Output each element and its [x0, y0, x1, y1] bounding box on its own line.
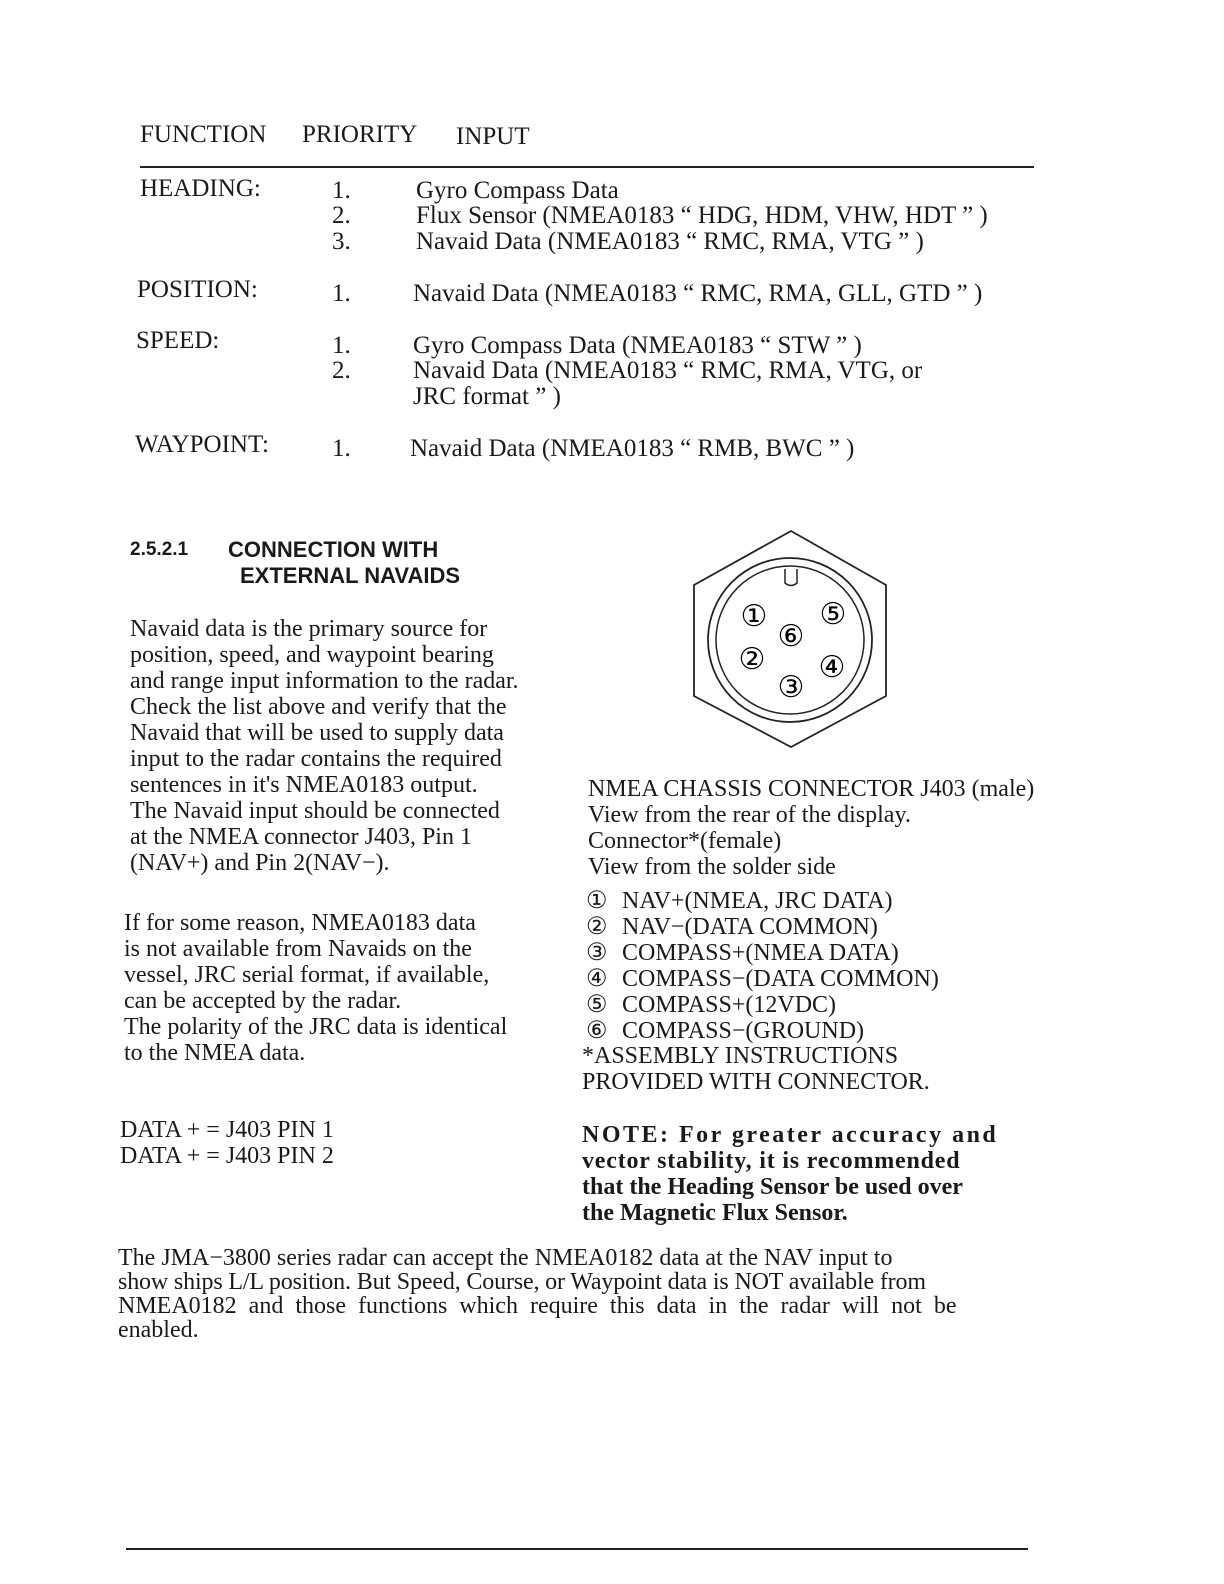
footer-rule — [126, 1548, 1028, 1550]
text-line: show ships L/L position. But Speed, Course, or Waypoint data is NOT available from — [118, 1269, 926, 1295]
connector-diagram — [690, 528, 890, 750]
pin-list-item — [586, 914, 939, 940]
text-line: sentences in it's NMEA0183 output. — [130, 772, 478, 798]
input-text: Navaid Data (NMEA0183 “ RMC, RMA, GLL, GTD ” ) — [413, 280, 983, 307]
pin-list — [586, 888, 939, 1044]
text-line: vessel, JRC serial format, if available, — [124, 962, 490, 988]
note-line: NOTE: For greater accuracy and — [582, 1122, 999, 1148]
text-line: to the NMEA data. — [124, 1040, 306, 1066]
text-line: Navaid data is the primary source for — [130, 616, 488, 642]
text-line: Navaid that will be used to supply data — [130, 720, 504, 746]
pin-label: NAV+(NMEA, JRC DATA) — [622, 888, 893, 914]
pin-label: COMPASS−(DATA COMMON) — [622, 966, 939, 992]
pin-number-icon: ④ — [586, 966, 608, 992]
pin-label: COMPASS+(NMEA DATA) — [622, 940, 899, 966]
text-line: If for some reason, NMEA0183 data — [124, 910, 476, 936]
pin-number-icon: ① — [586, 888, 608, 914]
assembly-line: PROVIDED WITH CONNECTOR. — [582, 1069, 930, 1095]
note-line: the Magnetic Flux Sensor. — [582, 1200, 848, 1226]
assembly-note — [582, 1043, 930, 1095]
text-line: input to the radar contains the required — [130, 746, 502, 772]
priority-number: 3. — [332, 228, 351, 255]
input-text: Gyro Compass Data (NMEA0183 “ STW ” ) — [413, 332, 862, 359]
section-number: 2.5.2.1 — [130, 539, 189, 560]
priority-number: 1. — [332, 435, 351, 462]
navaid-paragraph — [130, 616, 519, 876]
assembly-line: *ASSEMBLY INSTRUCTIONS — [582, 1043, 899, 1069]
data-pin-lines — [120, 1117, 334, 1169]
text-line: is not available from Navaids on the — [124, 936, 472, 962]
priority-number: 1. — [332, 177, 351, 204]
pin-number-icon: ⑤ — [586, 992, 608, 1018]
section-title-line1: CONNECTION WITH — [228, 537, 439, 562]
input-text: Navaid Data (NMEA0183 “ RMC, RMA, VTG, or — [413, 357, 923, 384]
pin-3-label: ③ — [777, 670, 805, 705]
caption-line: View from the rear of the display. — [588, 802, 911, 828]
pin-list-item — [586, 940, 939, 966]
text-line: can be accepted by the radar. — [124, 988, 402, 1014]
pin-list-item — [586, 888, 939, 914]
note-line: vector stability, it is recommended — [582, 1148, 961, 1174]
input-text-continued: JRC format ” ) — [413, 383, 561, 410]
connector-caption — [588, 776, 1034, 880]
text-line: (NAV+) and Pin 2(NAV−). — [130, 850, 390, 876]
input-text: Gyro Compass Data — [416, 177, 619, 204]
text-line: position, speed, and waypoint bearing — [130, 642, 494, 668]
priority-number: 2. — [332, 202, 351, 229]
input-text: Flux Sensor (NMEA0183 “ HDG, HDM, VHW, HDT ” ) — [416, 202, 988, 229]
pin-list-item — [586, 966, 939, 992]
caption-line: NMEA CHASSIS CONNECTOR J403 (male) — [588, 776, 1035, 802]
function-speed: SPEED: — [136, 327, 220, 354]
input-text: Navaid Data (NMEA0183 “ RMC, RMA, VTG ” ) — [416, 228, 924, 255]
pin-list-item — [586, 1018, 939, 1044]
pin-list-item — [586, 992, 939, 1018]
accuracy-note — [582, 1122, 998, 1226]
col-header-input: INPUT — [456, 123, 530, 150]
pin-6-label: ⑥ — [777, 619, 805, 654]
text-line: at the NMEA connector J403, Pin 1 — [130, 824, 472, 850]
connector-key-notch — [785, 569, 797, 586]
priority-number: 2. — [332, 357, 351, 384]
pin-4-label: ④ — [818, 650, 846, 685]
header-rule — [140, 166, 1034, 168]
text-line: Check the list above and verify that the — [130, 694, 507, 720]
data-line: DATA + = J403 PIN 2 — [120, 1143, 334, 1169]
text-line: The JMA−3800 series radar can accept the NMEA0182 data at the NAV input to — [118, 1245, 893, 1271]
input-text: Navaid Data (NMEA0183 “ RMB, BWC ” ) — [410, 435, 855, 462]
pin-label: NAV−(DATA COMMON) — [622, 914, 878, 940]
text-line: NMEA0182 and those functions which require this data in the radar will not be — [118, 1293, 957, 1319]
priority-number: 1. — [332, 332, 351, 359]
data-line: DATA + = J403 PIN 1 — [120, 1117, 334, 1143]
caption-line: Connector*(female) — [588, 828, 782, 854]
pin-label: COMPASS+(12VDC) — [622, 992, 837, 1018]
pin-number-icon: ③ — [586, 940, 608, 966]
pin-number-icon: ② — [586, 914, 608, 940]
col-header-priority: PRIORITY — [302, 121, 418, 148]
text-line: The polarity of the JRC data is identical — [124, 1014, 508, 1040]
function-waypoint: WAYPOINT: — [135, 431, 269, 458]
note-line: that the Heading Sensor be used over — [582, 1174, 963, 1200]
priority-number: 1. — [332, 280, 351, 307]
nmea0182-paragraph — [118, 1246, 957, 1342]
function-position: POSITION: — [137, 276, 258, 303]
function-heading: HEADING: — [140, 175, 261, 202]
text-line: The Navaid input should be connected — [130, 798, 500, 824]
col-header-function: FUNCTION — [140, 121, 267, 148]
jrc-format-paragraph — [124, 910, 507, 1066]
pin-5-label: ⑤ — [819, 597, 847, 632]
pin-2-label: ② — [738, 642, 766, 677]
pin-1-label: ① — [740, 599, 768, 634]
text-line: and range input information to the radar. — [130, 668, 519, 694]
text-line: enabled. — [118, 1317, 199, 1343]
pin-number-icon: ⑥ — [586, 1018, 608, 1044]
section-title-line2: EXTERNAL NAVAIDS — [240, 563, 461, 588]
pin-label: COMPASS−(GROUND) — [622, 1018, 865, 1044]
caption-line: View from the solder side — [588, 854, 836, 880]
